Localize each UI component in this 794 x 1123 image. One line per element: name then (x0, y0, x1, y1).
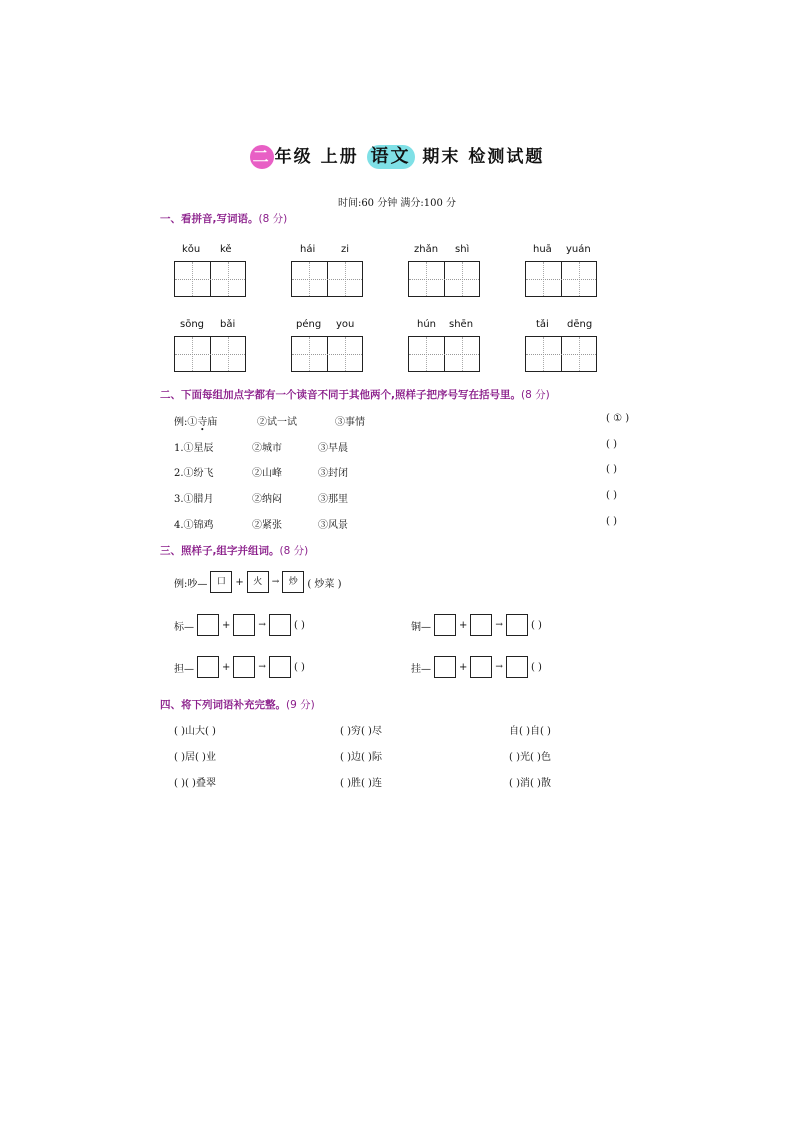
arrow-icon: → (258, 662, 266, 672)
tianzi-box[interactable] (291, 261, 363, 297)
idiom-item[interactable]: ( )居( )业 (174, 752, 216, 763)
pinyin: tǎi (536, 319, 549, 330)
time-info: 时间:60 分钟 满分:100 分 (337, 198, 457, 209)
idiom-item[interactable]: ( )边( )际 (340, 752, 382, 763)
example-box: 口 (210, 571, 232, 593)
table-row: 1.①星辰 (174, 443, 214, 454)
answer-paren[interactable]: ( ) (530, 619, 542, 631)
compose-item: 铜— + → ( ) (411, 614, 542, 636)
answer-paren[interactable]: ( ) (606, 439, 617, 450)
section-4-title: 四、将下列词语补充完整。(9 分) (160, 699, 315, 711)
answer-box[interactable] (233, 656, 255, 678)
pinyin: sōng (180, 319, 205, 330)
compose-item: 担— + → ( ) (174, 656, 305, 678)
option: ②山峰 (252, 468, 282, 479)
arrow-icon: → (495, 620, 503, 630)
pinyin: kǒu (182, 244, 201, 255)
answer-box[interactable] (506, 614, 528, 636)
answer-box[interactable] (470, 614, 492, 636)
option: ②紧张 (252, 520, 282, 531)
tianzi-box[interactable] (408, 261, 480, 297)
answer-paren[interactable]: ( ① ) (606, 413, 630, 424)
idiom-item[interactable]: ( )穷( )尽 (340, 726, 382, 737)
pinyin: péng (296, 319, 322, 330)
idiom-item[interactable]: ( )( )叠翠 (174, 778, 216, 789)
option: ③封闭 (318, 468, 348, 479)
tianzi-box[interactable] (525, 261, 597, 297)
answer-paren[interactable]: ( ) (606, 490, 617, 501)
answer-box[interactable] (434, 614, 456, 636)
answer-paren[interactable]: ( ) (606, 516, 617, 527)
pinyin: shì (455, 244, 470, 255)
arrow-icon: → (258, 620, 266, 630)
pinyin: kě (220, 244, 232, 255)
pinyin: zi (341, 244, 350, 255)
arrow-icon: → (271, 577, 280, 587)
example-box: 火 (247, 571, 269, 593)
idiom-item[interactable]: ( )光( )色 (509, 752, 551, 763)
answer-paren[interactable]: ( ) (293, 661, 305, 673)
pinyin: hún (417, 319, 437, 330)
pinyin: you (336, 319, 355, 330)
option: ②纳闷 (252, 494, 282, 505)
tianzi-box[interactable] (291, 336, 363, 372)
answer-box[interactable] (233, 614, 255, 636)
idiom-item[interactable]: 自( )自( ) (509, 726, 551, 737)
pinyin: hái (300, 244, 316, 255)
section-3-title: 三、照样子,组字并组词。(8 分) (160, 545, 309, 557)
answer-box[interactable] (434, 656, 456, 678)
pinyin: dēng (567, 319, 593, 330)
option: ③那里 (318, 494, 348, 505)
compose-example: 例:吵— 口 + 火 → 炒 ( 炒菜 ) (174, 571, 341, 593)
option: ②试一试 (257, 417, 297, 428)
idiom-item[interactable]: ( )消( )散 (509, 778, 551, 789)
option: ③事情 (335, 417, 365, 428)
page-title: 二 年级 上册 语文 期末 检测试题 (0, 142, 794, 169)
section-2-title: 二、下面每组加点字都有一个读音不同于其他两个,照样子把序号写在括号里。(8 分) (160, 389, 550, 401)
pinyin: shēn (449, 319, 474, 330)
option: ③风景 (318, 520, 348, 531)
tianzi-box[interactable] (525, 336, 597, 372)
option: ②城市 (252, 443, 282, 454)
table-row: 2.①纷飞 (174, 468, 214, 479)
option: ③早晨 (318, 443, 348, 454)
answer-box[interactable] (269, 656, 291, 678)
subject-badge: 语文 (367, 145, 415, 169)
idiom-item[interactable]: ( )山大( ) (174, 726, 216, 737)
tianzi-box[interactable] (174, 336, 246, 372)
arrow-icon: → (495, 662, 503, 672)
answer-paren[interactable]: ( ) (293, 619, 305, 631)
pinyin: huā (533, 244, 552, 255)
compose-item: 挂— + → ( ) (411, 656, 542, 678)
pinyin: yuán (566, 244, 591, 255)
table-row: 例:①寺庙 • (174, 413, 217, 428)
answer-box[interactable] (197, 656, 219, 678)
tianzi-box[interactable] (174, 261, 246, 297)
table-row: 4.①锦鸡 (174, 520, 214, 531)
pinyin: bǎi (220, 319, 236, 330)
example-box: 炒 (282, 571, 304, 593)
answer-paren[interactable]: ( ) (606, 464, 617, 475)
answer-box[interactable] (269, 614, 291, 636)
answer-box[interactable] (197, 614, 219, 636)
answer-box[interactable] (470, 656, 492, 678)
compose-item: 标— + → ( ) (174, 614, 305, 636)
table-row: 3.①腊月 (174, 494, 214, 505)
grade-badge: 二 (250, 145, 274, 169)
pinyin: zhǎn (414, 244, 439, 255)
answer-box[interactable] (506, 656, 528, 678)
tianzi-box[interactable] (408, 336, 480, 372)
answer-paren[interactable]: ( ) (530, 661, 542, 673)
section-1-title: 一、看拼音,写词语。(8 分) (160, 213, 288, 225)
idiom-item[interactable]: ( )胜( )连 (340, 778, 382, 789)
